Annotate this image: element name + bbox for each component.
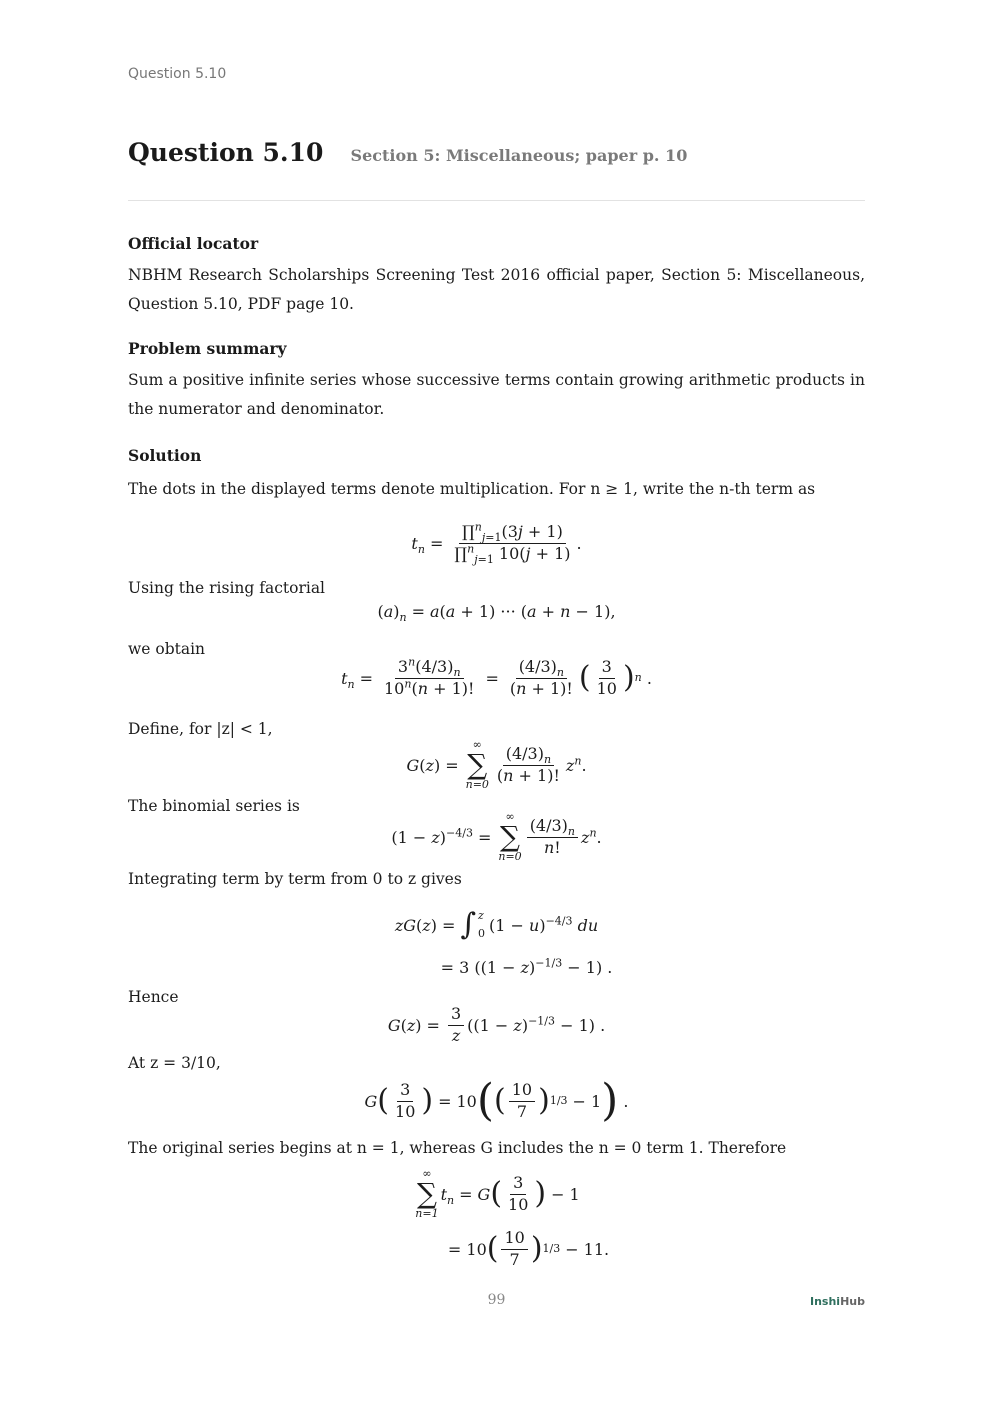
equation-term-rewrite: $t_n$ = $\frac{3^n(4/3)_n}{10^n(n + 1)!}$ = $\frac{(4/3)_n}{(n + 1)!}$ ( $\frac{3}{10}$ ) n . <box>341 655 652 698</box>
document-page <box>128 0 865 1404</box>
equation-final-sum: ∞ ∑ n=1 $t_n$ = G ( $\frac{3}{10}$ ) − 1 <box>415 1167 580 1220</box>
hence-text: Hence <box>128 988 179 1006</box>
rising-text: Using the rising factorial <box>128 579 326 597</box>
page-number: 99 <box>487 1292 506 1308</box>
at-text: At z = 3/10, <box>128 1054 221 1072</box>
integrating-text: Integrating term by term from 0 to z gives <box>128 870 462 888</box>
equation-final-result: = 10 ( $\frac{10}{7}$ ) 1/3 − 11. <box>447 1228 610 1269</box>
running-head: Question 5.10 <box>128 66 227 82</box>
locator-heading: Official locator <box>128 234 259 253</box>
brand-logo: InshiHub <box>810 1295 865 1308</box>
summary-heading: Problem summary <box>128 339 287 358</box>
equation-rising-factorial: $(a)_n$ = a(a + 1) ··· (a + n − 1), <box>377 601 616 624</box>
equation-binomial: $(1 - z)^{-4/3}$ = ∞ ∑ n=0 $\frac{(4/3)_n}{n!}$ $z^n$. <box>391 810 602 863</box>
equation-g-definition: G(z) = ∞ ∑ n=0 $\frac{(4/3)_n}{(n + 1)!}$ $z^n$. <box>406 738 587 791</box>
solution-intro: The dots in the displayed terms denote multiplication. For n ≥ 1, write the n-th term as <box>128 480 816 498</box>
page-title: Question 5.10 <box>128 138 324 167</box>
equation-integral-result: = 3 $((1 - z)^{-1/3} - 1)$ . <box>440 956 613 977</box>
locator-text: NBHM Research Scholarships Screening Test 2016 official paper, Section 5: Miscellaneous, Question 5.10, PDF page 10. <box>128 266 865 313</box>
original-text: The original series begins at n = 1, whereas G includes the n = 0 term 1. Therefore <box>128 1139 787 1157</box>
title-row <box>128 138 865 167</box>
equation-term: $t_n$ = $\frac{\prod^n_{j=1}(3j + 1)}{\prod^n_{j=1} 10(j + 1)}$ . <box>411 520 582 566</box>
summary-text: Sum a positive infinite series whose successive terms contain growing arithmetic products in the numerator and denominator. <box>128 371 865 418</box>
page-subtitle: Section 5: Miscellaneous; paper p. 10 <box>350 146 688 165</box>
equation-integral: zG(z) = ∫ z 0 $(1 - u)^{-4/3}$ du <box>394 907 599 942</box>
solution-heading: Solution <box>128 446 202 465</box>
equation-g-evaluated: G ( $\frac{3}{10}$ ) = 10 ( ( $\frac{10}{7}$ ) 1/3 − 1 ) . <box>364 1075 629 1126</box>
title-divider <box>128 200 865 201</box>
binomial-text: The binomial series is <box>128 797 300 815</box>
define-text: Define, for |z| < 1, <box>128 720 273 738</box>
equation-g-closed-form: G(z) = $\frac{3}{z}$ $((1 - z)^{-1/3} - 1)$ . <box>387 1004 606 1045</box>
obtain-text: we obtain <box>128 640 206 658</box>
